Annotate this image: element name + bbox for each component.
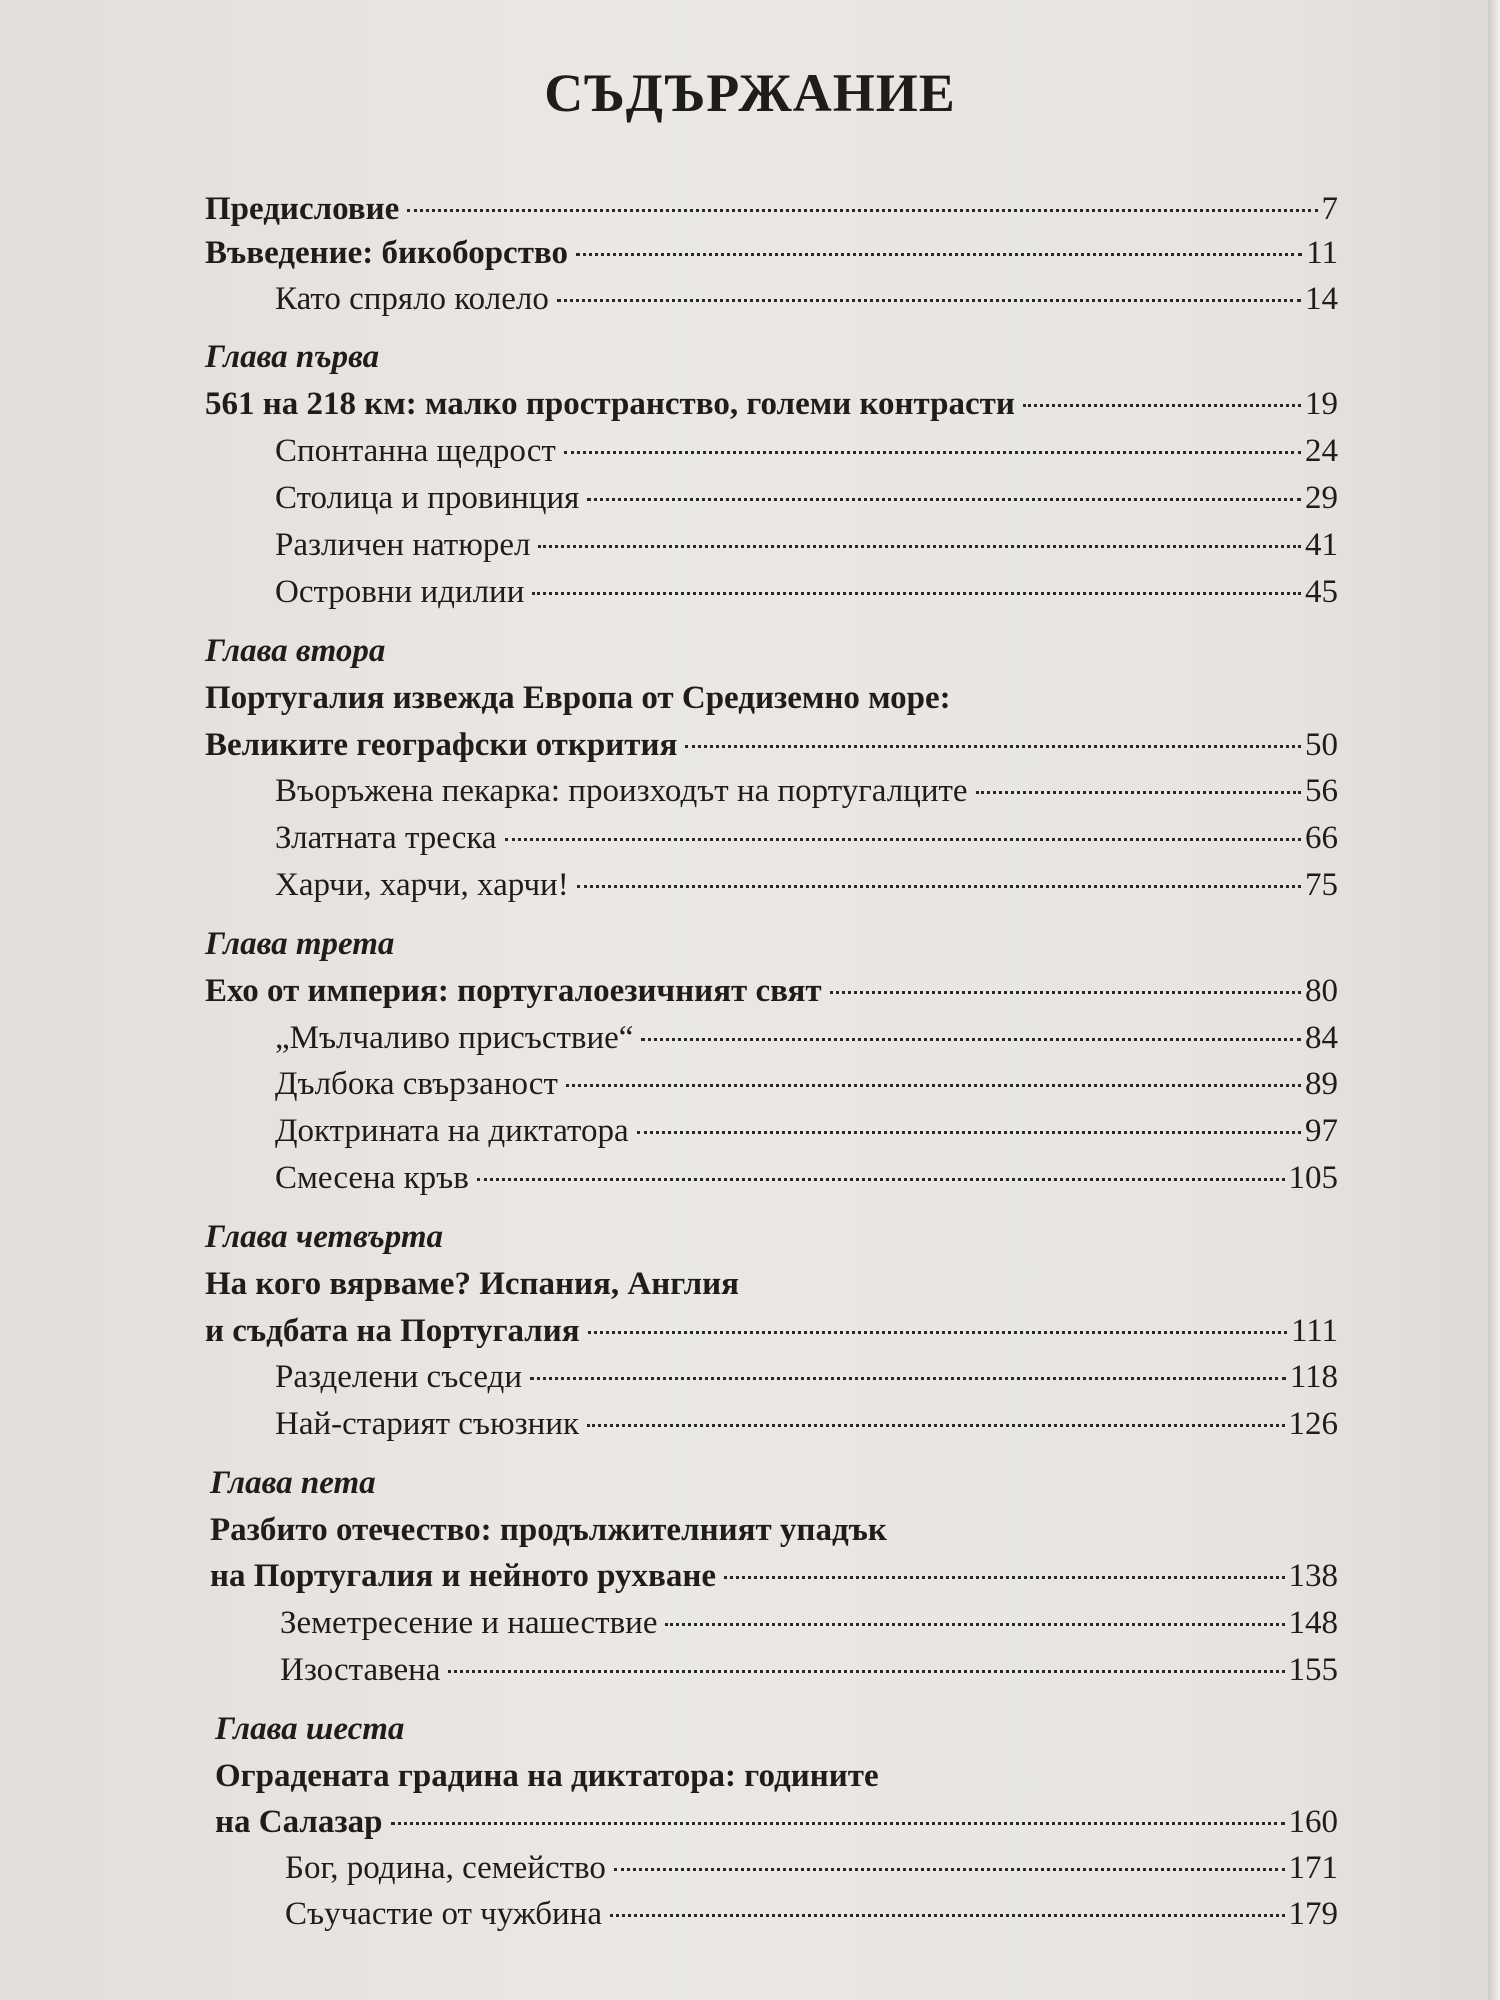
chapter-heading <box>205 339 1338 385</box>
entry-title: Разделени съседи <box>275 1359 522 1395</box>
page-number: 105 <box>1288 1160 1338 1196</box>
entry-title: 561 на 218 км: малко пространство, големи контрасти <box>205 386 1015 422</box>
dot-leader <box>724 1576 1285 1579</box>
entry-title: Земетресение и нашествие <box>280 1605 658 1641</box>
dot-leader <box>538 545 1301 548</box>
entry-title: Доктрината на диктатора <box>275 1113 629 1149</box>
entry-title: Харчи, харчи, харчи! <box>275 867 569 903</box>
entry-title: Португалия извежда Европа от Средиземно море: <box>205 680 951 716</box>
dot-leader <box>477 1178 1285 1181</box>
entry-title: Великите географски открития <box>205 727 678 763</box>
toc-subentry <box>275 574 1338 620</box>
toc-entry <box>210 1512 1338 1558</box>
entry-title: Въоръжена пекарка: произходът на португалците <box>275 773 968 809</box>
toc-subentry <box>285 1896 1338 1942</box>
page-number: 7 <box>1321 191 1338 227</box>
entry-title: Най-старият съюзник <box>275 1406 580 1442</box>
page-number: 84 <box>1305 1020 1338 1056</box>
page-number: 56 <box>1305 773 1338 809</box>
toc-subentry <box>275 1406 1338 1452</box>
page-number: 45 <box>1305 574 1338 610</box>
dot-leader <box>587 1424 1284 1427</box>
entry-title: Спонтанна щедрост <box>275 433 556 469</box>
dot-leader <box>588 1331 1287 1334</box>
entry-title: Островни идилии <box>275 574 525 610</box>
toc-subentry <box>275 480 1338 526</box>
page-number: 138 <box>1288 1558 1338 1594</box>
toc-subentry <box>275 773 1338 819</box>
dot-leader <box>530 1377 1286 1380</box>
entry-title: На кого вярваме? Испания, Англия <box>205 1266 739 1302</box>
toc-subentry <box>280 1605 1338 1651</box>
page-number: 14 <box>1305 281 1338 317</box>
dot-leader <box>685 745 1301 748</box>
toc-subentry <box>275 1160 1338 1206</box>
toc-subentry <box>275 1066 1338 1112</box>
toc-subentry <box>275 1113 1338 1159</box>
page-number: 19 <box>1305 386 1338 422</box>
dot-leader <box>576 253 1302 256</box>
chapter-heading <box>205 633 1338 679</box>
dot-leader <box>587 498 1301 501</box>
entry-title: и съдбата на Португалия <box>205 1313 580 1349</box>
page-number: 11 <box>1306 235 1338 271</box>
page-number: 66 <box>1305 820 1338 856</box>
entry-title: Дълбока свързаност <box>275 1066 558 1102</box>
entry-title: Златната треска <box>275 820 497 856</box>
toc-entry <box>205 680 1338 726</box>
dot-leader <box>1023 404 1301 407</box>
dot-leader <box>391 1822 1285 1825</box>
entry-title: Като спряло колело <box>275 281 549 317</box>
entry-title: Оградената градина на диктатора: годините <box>215 1758 879 1794</box>
entry-title: Глава четвърта <box>205 1219 444 1255</box>
dot-leader <box>505 838 1301 841</box>
entry-title: Столица и провинция <box>275 480 580 516</box>
dot-leader <box>830 991 1301 994</box>
entry-title: на Португалия и нейното рухване <box>210 1558 716 1594</box>
entry-title: Ехо от империя: португалоезичният свят <box>205 973 822 1009</box>
page-number: 111 <box>1290 1313 1338 1349</box>
toc-subentry <box>275 820 1338 866</box>
toc-entry <box>215 1758 1338 1804</box>
dot-leader <box>566 1084 1301 1087</box>
dot-leader <box>641 1038 1301 1041</box>
page-number: 97 <box>1305 1113 1338 1149</box>
page-number: 171 <box>1288 1850 1338 1886</box>
dot-leader <box>976 791 1301 794</box>
page-number: 126 <box>1288 1406 1338 1442</box>
toc-entry <box>205 727 1338 773</box>
entry-title: Смесена кръв <box>275 1160 469 1196</box>
page-title: СЪДЪРЖАНИЕ <box>544 63 956 123</box>
page-number: 179 <box>1288 1896 1338 1932</box>
chapter-heading <box>205 1219 1338 1265</box>
page-number: 41 <box>1305 527 1338 563</box>
dot-leader <box>564 451 1301 454</box>
toc-subentry <box>285 1850 1338 1896</box>
entry-title: Съучастие от чужбина <box>285 1896 602 1932</box>
dot-leader <box>610 1914 1285 1917</box>
entry-title: Изоставена <box>280 1652 441 1688</box>
dot-leader <box>665 1623 1284 1626</box>
toc-entry <box>210 1558 1338 1604</box>
dot-leader <box>407 209 1317 212</box>
entry-title: Различен натюрел <box>275 527 531 563</box>
chapter-heading <box>210 1465 1338 1511</box>
page-number: 29 <box>1305 480 1338 516</box>
toc-subentry <box>275 1359 1338 1405</box>
entry-title: Глава първа <box>205 339 380 375</box>
toc-subentry <box>275 527 1338 573</box>
page-number: 118 <box>1289 1359 1338 1395</box>
page-number: 155 <box>1288 1652 1338 1688</box>
dot-leader <box>577 885 1301 888</box>
toc-entry <box>205 235 1338 281</box>
page-number: 24 <box>1305 433 1338 469</box>
toc-entry <box>205 973 1338 1019</box>
toc-subentry <box>280 1652 1338 1698</box>
toc-subentry <box>275 867 1338 913</box>
entry-title: Глава трета <box>205 926 395 962</box>
chapter-heading <box>215 1711 1338 1757</box>
page-number: 148 <box>1288 1605 1338 1641</box>
entry-title: Глава пета <box>210 1465 376 1501</box>
toc-subentry <box>275 1020 1338 1066</box>
toc-entry <box>215 1804 1338 1850</box>
toc-entry <box>205 386 1338 432</box>
dot-leader <box>448 1670 1284 1673</box>
toc-subentry <box>275 281 1338 327</box>
chapter-heading <box>205 926 1338 972</box>
toc-entry <box>205 191 1338 237</box>
page-number: 80 <box>1305 973 1338 1009</box>
entry-title: Предисловие <box>205 191 400 227</box>
entry-title: Глава шеста <box>215 1711 405 1747</box>
toc-subentry <box>275 433 1338 479</box>
entry-title: Глава втора <box>205 633 386 669</box>
dot-leader <box>637 1131 1301 1134</box>
page-number: 50 <box>1305 727 1338 763</box>
page-number: 89 <box>1305 1066 1338 1102</box>
entry-title: „Мълчаливо присъствие“ <box>275 1020 634 1056</box>
page-number: 160 <box>1288 1804 1338 1840</box>
entry-title: Въведение: бикоборство <box>205 235 568 271</box>
entry-title: на Салазар <box>215 1804 383 1840</box>
entry-title: Разбито отечество: продължителният упадък <box>210 1512 887 1548</box>
entry-title: Бог, родина, семейство <box>285 1850 606 1886</box>
dot-leader <box>614 1868 1285 1871</box>
dot-leader <box>557 299 1301 302</box>
page-number: 75 <box>1305 867 1338 903</box>
toc-entry <box>205 1266 1338 1312</box>
dot-leader <box>532 592 1301 595</box>
toc-entry <box>205 1313 1338 1359</box>
